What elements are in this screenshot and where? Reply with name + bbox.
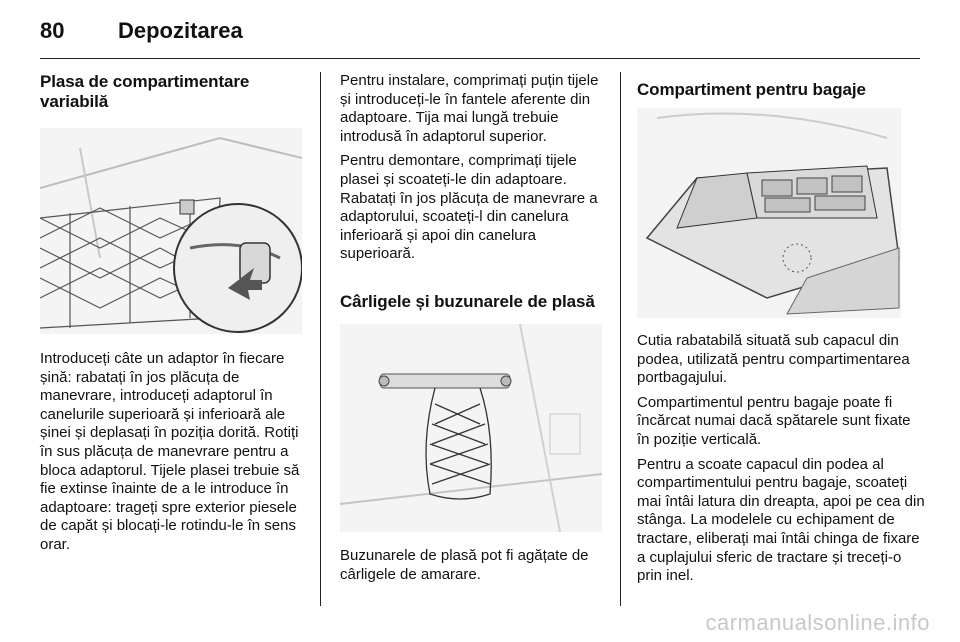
loading-note: Compartimentul pentru bagaje poate fi încărcat numai dacă spătarele sunt fixate în poziție verticală. bbox=[637, 393, 911, 448]
page-number: 80 bbox=[40, 18, 65, 43]
column-3-text bbox=[637, 332, 927, 592]
column-divider-2 bbox=[620, 72, 621, 606]
adaptor-instructions: Introduceți câte un adaptor în fiecare șină: rabatați în jos plăcuța de manevrare, introduceți adaptorul în canelurile superioară și inferioară ale șinei și deplasați în poziția dorită. Rotiți în sus plăcuța de manevrare pentru a bloca adaptorul. Tijele plasei trebuie să fie extinse înainte de a le introduce în adaptoare: trageți spre exterior piesele de capăt și blocați-le rotindu-le în sens orar. bbox=[40, 350, 300, 553]
cover-removal-instructions: Pentru a scoate capacul din podea al compartimentului pentru bagaje, scoateți mai întâi latura din dreapta, apoi pe cea din stânga. La modelele cu echipament de tractare, eliberați mai întâi chinga de fixare a cuplajului sferic de tractare și treceți-o prin inel. bbox=[637, 455, 925, 585]
removal-instructions: Pentru demontare, comprimați tijele plasei și scoateți-le din adaptoare. Rabatați în jos plăcuța de manevrare a adaptorului, scoateți-l din canelura inferioară și apoi din canelura superioară. bbox=[340, 152, 598, 263]
box-description: Cutia rabatabilă situată sub capacul din podea, utilizată pentru compartimentarea portbagajului. bbox=[637, 332, 910, 387]
page-header bbox=[40, 18, 243, 44]
pocket-caption: Buzunarele de plasă pot fi agățate de cârligele de amarare. bbox=[340, 547, 589, 583]
column-1 bbox=[40, 72, 305, 112]
column-2-heading bbox=[340, 292, 610, 312]
column-2 bbox=[340, 72, 605, 270]
net-pocket-illustration bbox=[340, 324, 602, 532]
net-adaptor-illustration bbox=[40, 128, 302, 334]
section-heading-luggage-compartment: Compartiment pentru bagaje bbox=[637, 80, 866, 99]
luggage-compartment-illustration bbox=[637, 108, 901, 318]
column-1-text bbox=[40, 350, 305, 561]
column-divider-1 bbox=[320, 72, 321, 606]
watermark: carmanualsonline.info bbox=[705, 610, 930, 635]
page-title: Depozitarea bbox=[118, 18, 243, 43]
header-divider bbox=[40, 58, 920, 59]
section-heading-hooks-pockets: Cârligele și buzunarele de plasă bbox=[340, 292, 595, 311]
section-heading-variable-net: Plasa de compartimentare variabilă bbox=[40, 72, 250, 111]
column-3-heading bbox=[637, 80, 927, 100]
install-instructions: Pentru instalare, comprimați puțin tijele și introduceți-le în fantele aferente din adaptoare. Tija mai lungă trebuie introdusă în adaptorul superior. bbox=[340, 72, 599, 145]
column-2-caption bbox=[340, 547, 610, 590]
